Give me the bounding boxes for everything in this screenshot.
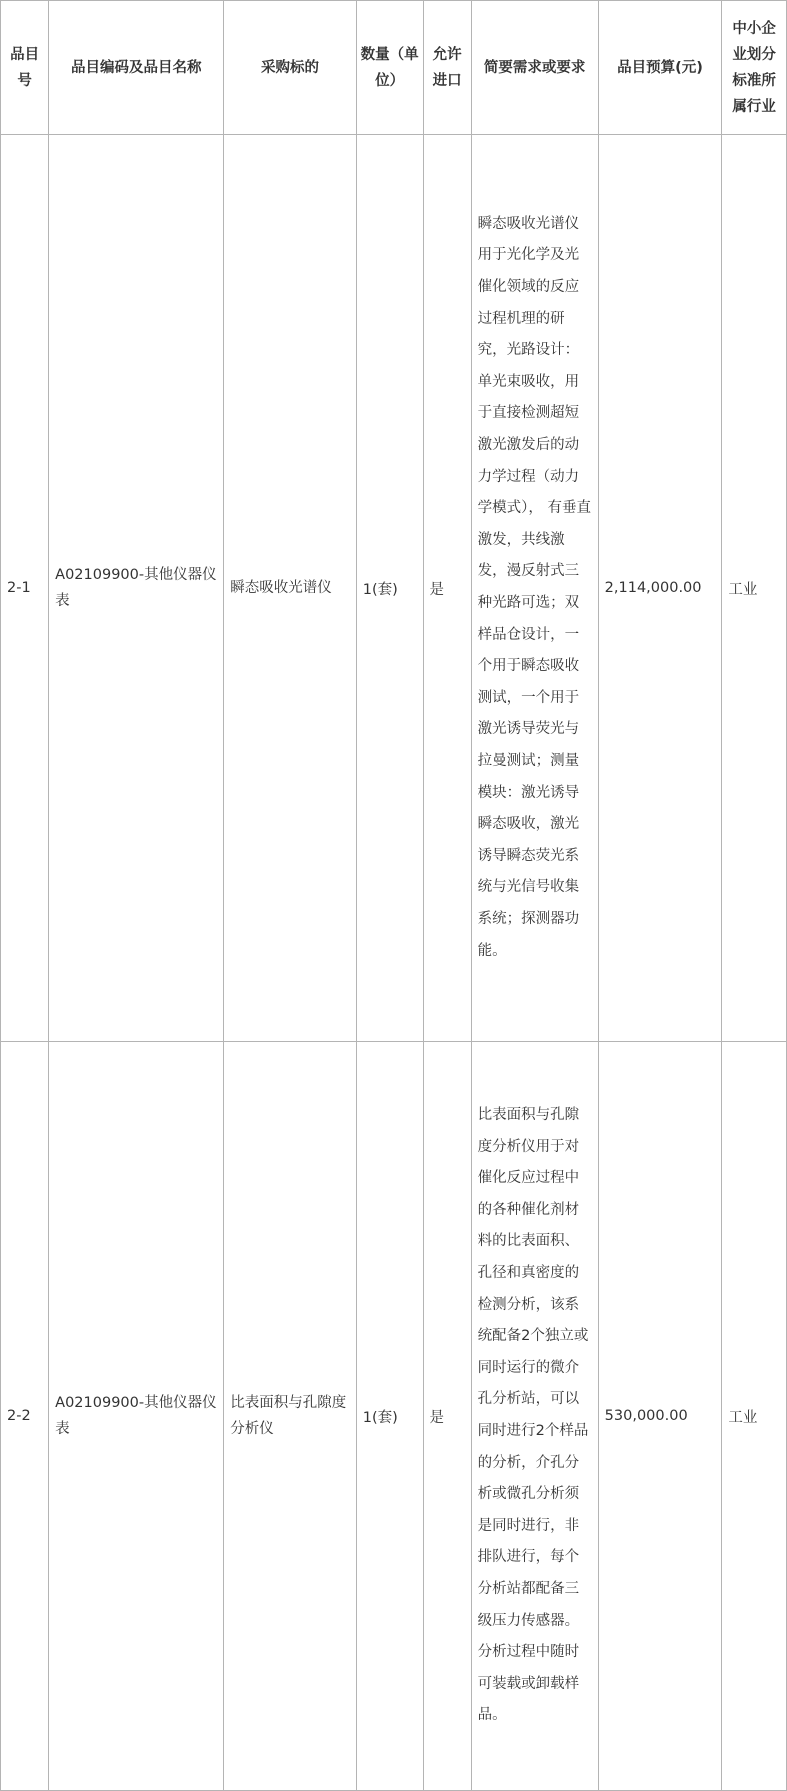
cell-budget: 530,000.00	[598, 1042, 722, 1791]
cell-budget: 2,114,000.00	[598, 135, 722, 1042]
header-requirements: 简要需求或要求	[471, 1, 598, 135]
table-row	[1, 135, 787, 1042]
cell-subject: 比表面积与孔隙度分析仪	[224, 1042, 356, 1791]
cell-code-name: A02109900-其他仪器仪表	[49, 1042, 224, 1791]
cell-item-no: 2-1	[1, 135, 49, 1042]
header-quantity: 数量（单位）	[356, 1, 423, 135]
cell-subject: 瞬态吸收光谱仪	[224, 135, 356, 1042]
header-item-no: 品目号	[1, 1, 49, 135]
cell-quantity: 1(套)	[356, 135, 423, 1042]
cell-requirements: 比表面积与孔隙度分析仪用于对催化反应过程中的各种催化剂材料的比表面积、孔径和真密度的检测分析，该系统配备2个独立或同时运行的微介孔分析站，可以同时进行2个样品的分析，介孔分析或微孔分析须是同时进行，非排队进行，每个分析站都配备三级压力传感器。分析过程中随时可装载或卸载样品。	[471, 1042, 598, 1791]
header-budget: 品目预算(元)	[598, 1, 722, 135]
cell-import-allowed: 是	[423, 1042, 471, 1791]
cell-item-no: 2-2	[1, 1042, 49, 1791]
cell-industry: 工业	[722, 1042, 787, 1791]
cell-quantity: 1(套)	[356, 1042, 423, 1791]
table-row	[1, 1042, 787, 1791]
cell-code-name: A02109900-其他仪器仪表	[49, 135, 224, 1042]
header-import-allowed: 允许进口	[423, 1, 471, 135]
cell-industry: 工业	[722, 135, 787, 1042]
header-industry: 中小企业划分标准所属行业	[722, 1, 787, 135]
cell-requirements: 瞬态吸收光谱仪用于光化学及光催化领域的反应过程机理的研究，光路设计：单光束吸收，用于直接检测超短激光激发后的动力学过程（动力学模式）， 有垂直激发，共线激发，漫反射式三种光路可选；双样品仓设计，一个用于瞬态吸收测试，一个用于激光诱导荧光与拉曼测试；测量模块：激光诱导瞬态吸收，激光诱导瞬态荧光系统与光信号收集系统；探测器功能。	[471, 135, 598, 1042]
header-subject: 采购标的	[224, 1, 356, 135]
cell-import-allowed: 是	[423, 135, 471, 1042]
header-code-name: 品目编码及品目名称	[49, 1, 224, 135]
table-header-row	[1, 1, 787, 135]
